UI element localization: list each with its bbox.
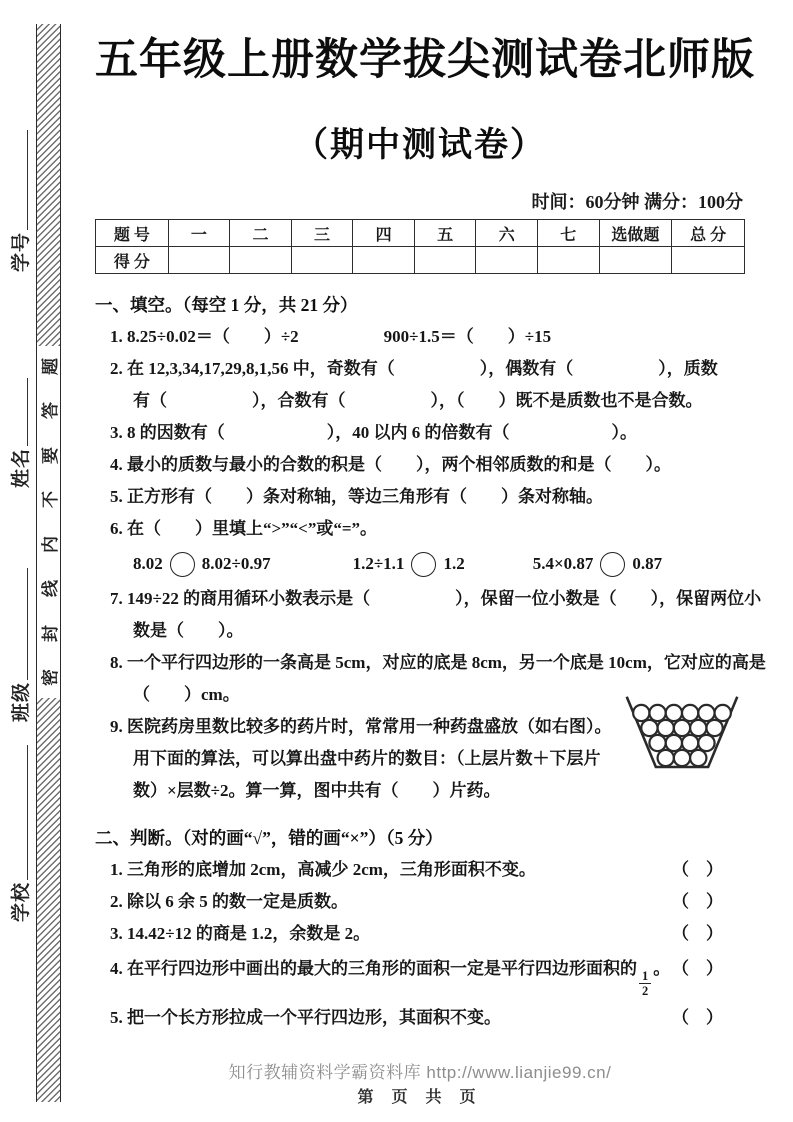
fraction-one-half	[639, 969, 651, 999]
judge-row-1	[95, 854, 745, 886]
score-header-cell: 一	[168, 220, 230, 247]
score-cell-empty	[230, 247, 292, 274]
seal-char: 题	[41, 358, 60, 375]
score-cell-empty	[353, 247, 415, 274]
score-row-label: 得 分	[96, 247, 169, 274]
score-header-cell: 五	[414, 220, 476, 247]
fraction-numerator: 1	[642, 969, 649, 983]
judge-row-3	[95, 918, 745, 950]
q8-line2: （ ）cm。	[133, 685, 240, 704]
comparison-right: 1.2	[443, 554, 465, 573]
school-label	[4, 745, 34, 922]
score-cell-empty	[476, 247, 538, 274]
score-cell-empty	[168, 247, 230, 274]
answer-bracket: （ ）	[672, 892, 723, 911]
q3-line: 3. 8 的因数有（ ），40 以内 6 的倍数有（ ）。	[110, 423, 637, 442]
score-header-cell: 选做题	[599, 220, 672, 247]
comparison-left: 5.4×0.87	[532, 554, 594, 573]
q2-line1: 2. 在 12,3,34,17,29,8,1,56 中，奇数有（ ），偶数有（ ），质数	[110, 359, 718, 378]
judge-row-2	[95, 886, 745, 918]
student-name-label	[4, 378, 34, 488]
score-cell-empty	[672, 247, 745, 274]
answer-bracket: （ ）	[672, 924, 723, 943]
student-id-label	[4, 130, 34, 272]
judge-text: 1. 三角形的底增加 2cm，高减少 2cm，三角形面积不变。	[110, 860, 536, 879]
answer-bracket: （ ）	[672, 860, 723, 879]
comparison-left: 8.02	[133, 554, 163, 573]
score-cell-empty	[414, 247, 476, 274]
q9-line2: 用下面的算法，可以算出盘中药片的数目：（上层片数＋下层片	[133, 749, 601, 768]
student-name-blank-line	[10, 378, 29, 446]
judge-text: 5. 把一个长方形拉成一个平行四边形，其面积不变。	[110, 1007, 501, 1027]
answer-circle	[600, 552, 625, 577]
student-name-text: 姓名	[10, 447, 32, 488]
seal-char: 答	[41, 402, 60, 420]
page-title: 五年级上册数学拔尖测试卷北师版	[95, 37, 755, 84]
section2-heading: 二、判断。（对的画“√”，错的画“×”）（5 分）	[95, 828, 443, 848]
seal-line-band	[36, 24, 61, 1102]
fraction-denominator: 2	[639, 983, 651, 998]
score-header-cell: 二	[230, 220, 292, 247]
q6-line: 6. 在（ ）里填上“>”“<”或“=”。	[110, 519, 378, 538]
seal-char: 内	[41, 535, 60, 553]
q7-line2: 数是（ ）。	[133, 621, 244, 640]
class-label	[4, 568, 34, 722]
score-header-cell: 总 分	[672, 220, 745, 247]
exam-meta: 时间：60分钟 满分：100分	[531, 192, 743, 212]
q9-line3: 数）×层数÷2。算一算，图中共有（ ）片药。	[133, 781, 501, 800]
judge-text	[110, 953, 670, 999]
answer-circle	[411, 552, 436, 577]
answer-circle	[170, 552, 195, 577]
q1-line: 1. 8.25÷0.02＝（ ）÷2 900÷1.5＝（ ）÷15	[110, 327, 552, 346]
score-table	[95, 219, 745, 274]
judge-row-4	[95, 953, 745, 999]
seal-char: 线	[41, 580, 60, 598]
q9-block	[95, 711, 745, 807]
comparison-left: 1.2÷1.1	[352, 554, 405, 573]
score-cell-empty	[538, 247, 600, 274]
score-header-cell: 四	[353, 220, 415, 247]
section-judgment	[95, 822, 745, 1034]
student-id-text: 学号	[10, 231, 32, 272]
score-table-header-row	[96, 220, 745, 247]
comparison-right: 8.02÷0.97	[201, 554, 271, 573]
school-text: 学校	[10, 881, 32, 922]
comparison-right: 0.87	[632, 554, 663, 573]
exam-paper	[95, 0, 766, 1034]
seal-char: 不	[41, 491, 60, 509]
footer-source-url: 知行教辅资料学霸资料库 http://www.lianjie99.cn/	[228, 1063, 612, 1082]
class-blank-line	[10, 568, 29, 680]
page-footer	[95, 1058, 745, 1107]
seal-char: 要	[41, 446, 60, 464]
seal-char: 封	[41, 624, 60, 642]
q8-line1: 8. 一个平行四边形的一条高是 5cm，对应的底是 8cm，另一个底是 10cm，它对应的高是	[110, 653, 766, 672]
comparison-group	[533, 546, 662, 582]
q4-line: 4. 最小的质数与最小的合数的积是（ ），两个相邻质数的和是（ ）。	[110, 455, 671, 474]
q5-line: 5. 正方形有（ ）条对称轴，等边三角形有（ ）条对称轴。	[110, 487, 603, 506]
comparison-group	[353, 546, 465, 582]
pill-tray-figure	[613, 695, 751, 773]
q9-line1: 9. 医院药房里数比较多的药片时，常常用一种药盘盛放（如右图）。	[110, 717, 612, 736]
score-header-cell: 七	[538, 220, 600, 247]
score-table-score-row	[96, 247, 745, 274]
score-cell-empty	[291, 247, 353, 274]
q2-line2: 有（ ），合数有（ ），（ ）既不是质数也不是合数。	[133, 391, 703, 410]
judge-text-suffix: 。	[653, 959, 671, 978]
score-cell-empty	[599, 247, 672, 274]
hatch-pattern-bottom	[37, 698, 60, 1102]
school-blank-line	[10, 745, 29, 880]
q7-line1: 7. 149÷22 的商用循环小数表示是（ ），保留一位小数是（ ），保留两位小	[110, 589, 762, 608]
judge-row-5	[95, 1002, 745, 1034]
seal-line-text	[37, 346, 60, 698]
section1-heading: 一、填空。（每空 1 分，共 21 分）	[95, 295, 358, 315]
footer-page-number: 第 页 共 页	[357, 1089, 483, 1106]
hatch-pattern-top	[37, 24, 60, 346]
score-header-cell: 六	[476, 220, 538, 247]
student-id-blank-line	[10, 130, 29, 230]
judge-text: 2. 除以 6 余 5 的数一定是质数。	[110, 892, 348, 911]
judge-text: 3. 14.42÷12 的商是 1.2，余数是 2。	[110, 924, 371, 943]
section-fill-in-blanks	[95, 289, 766, 807]
seal-char: 密	[41, 668, 60, 686]
class-text: 班级	[10, 681, 32, 722]
judge-text-pre: 4. 在平行四边形中画出的最大的三角形的面积一定是平行四边形面积的	[110, 959, 637, 978]
page-subtitle: （期中测试卷）	[294, 127, 546, 164]
comparison-group	[133, 546, 271, 582]
answer-bracket: （ ）	[672, 959, 723, 978]
score-header-cell: 三	[291, 220, 353, 247]
q6-comparison-row	[95, 546, 745, 582]
score-header-cell: 题 号	[96, 220, 169, 247]
answer-bracket: （ ）	[672, 1007, 723, 1027]
